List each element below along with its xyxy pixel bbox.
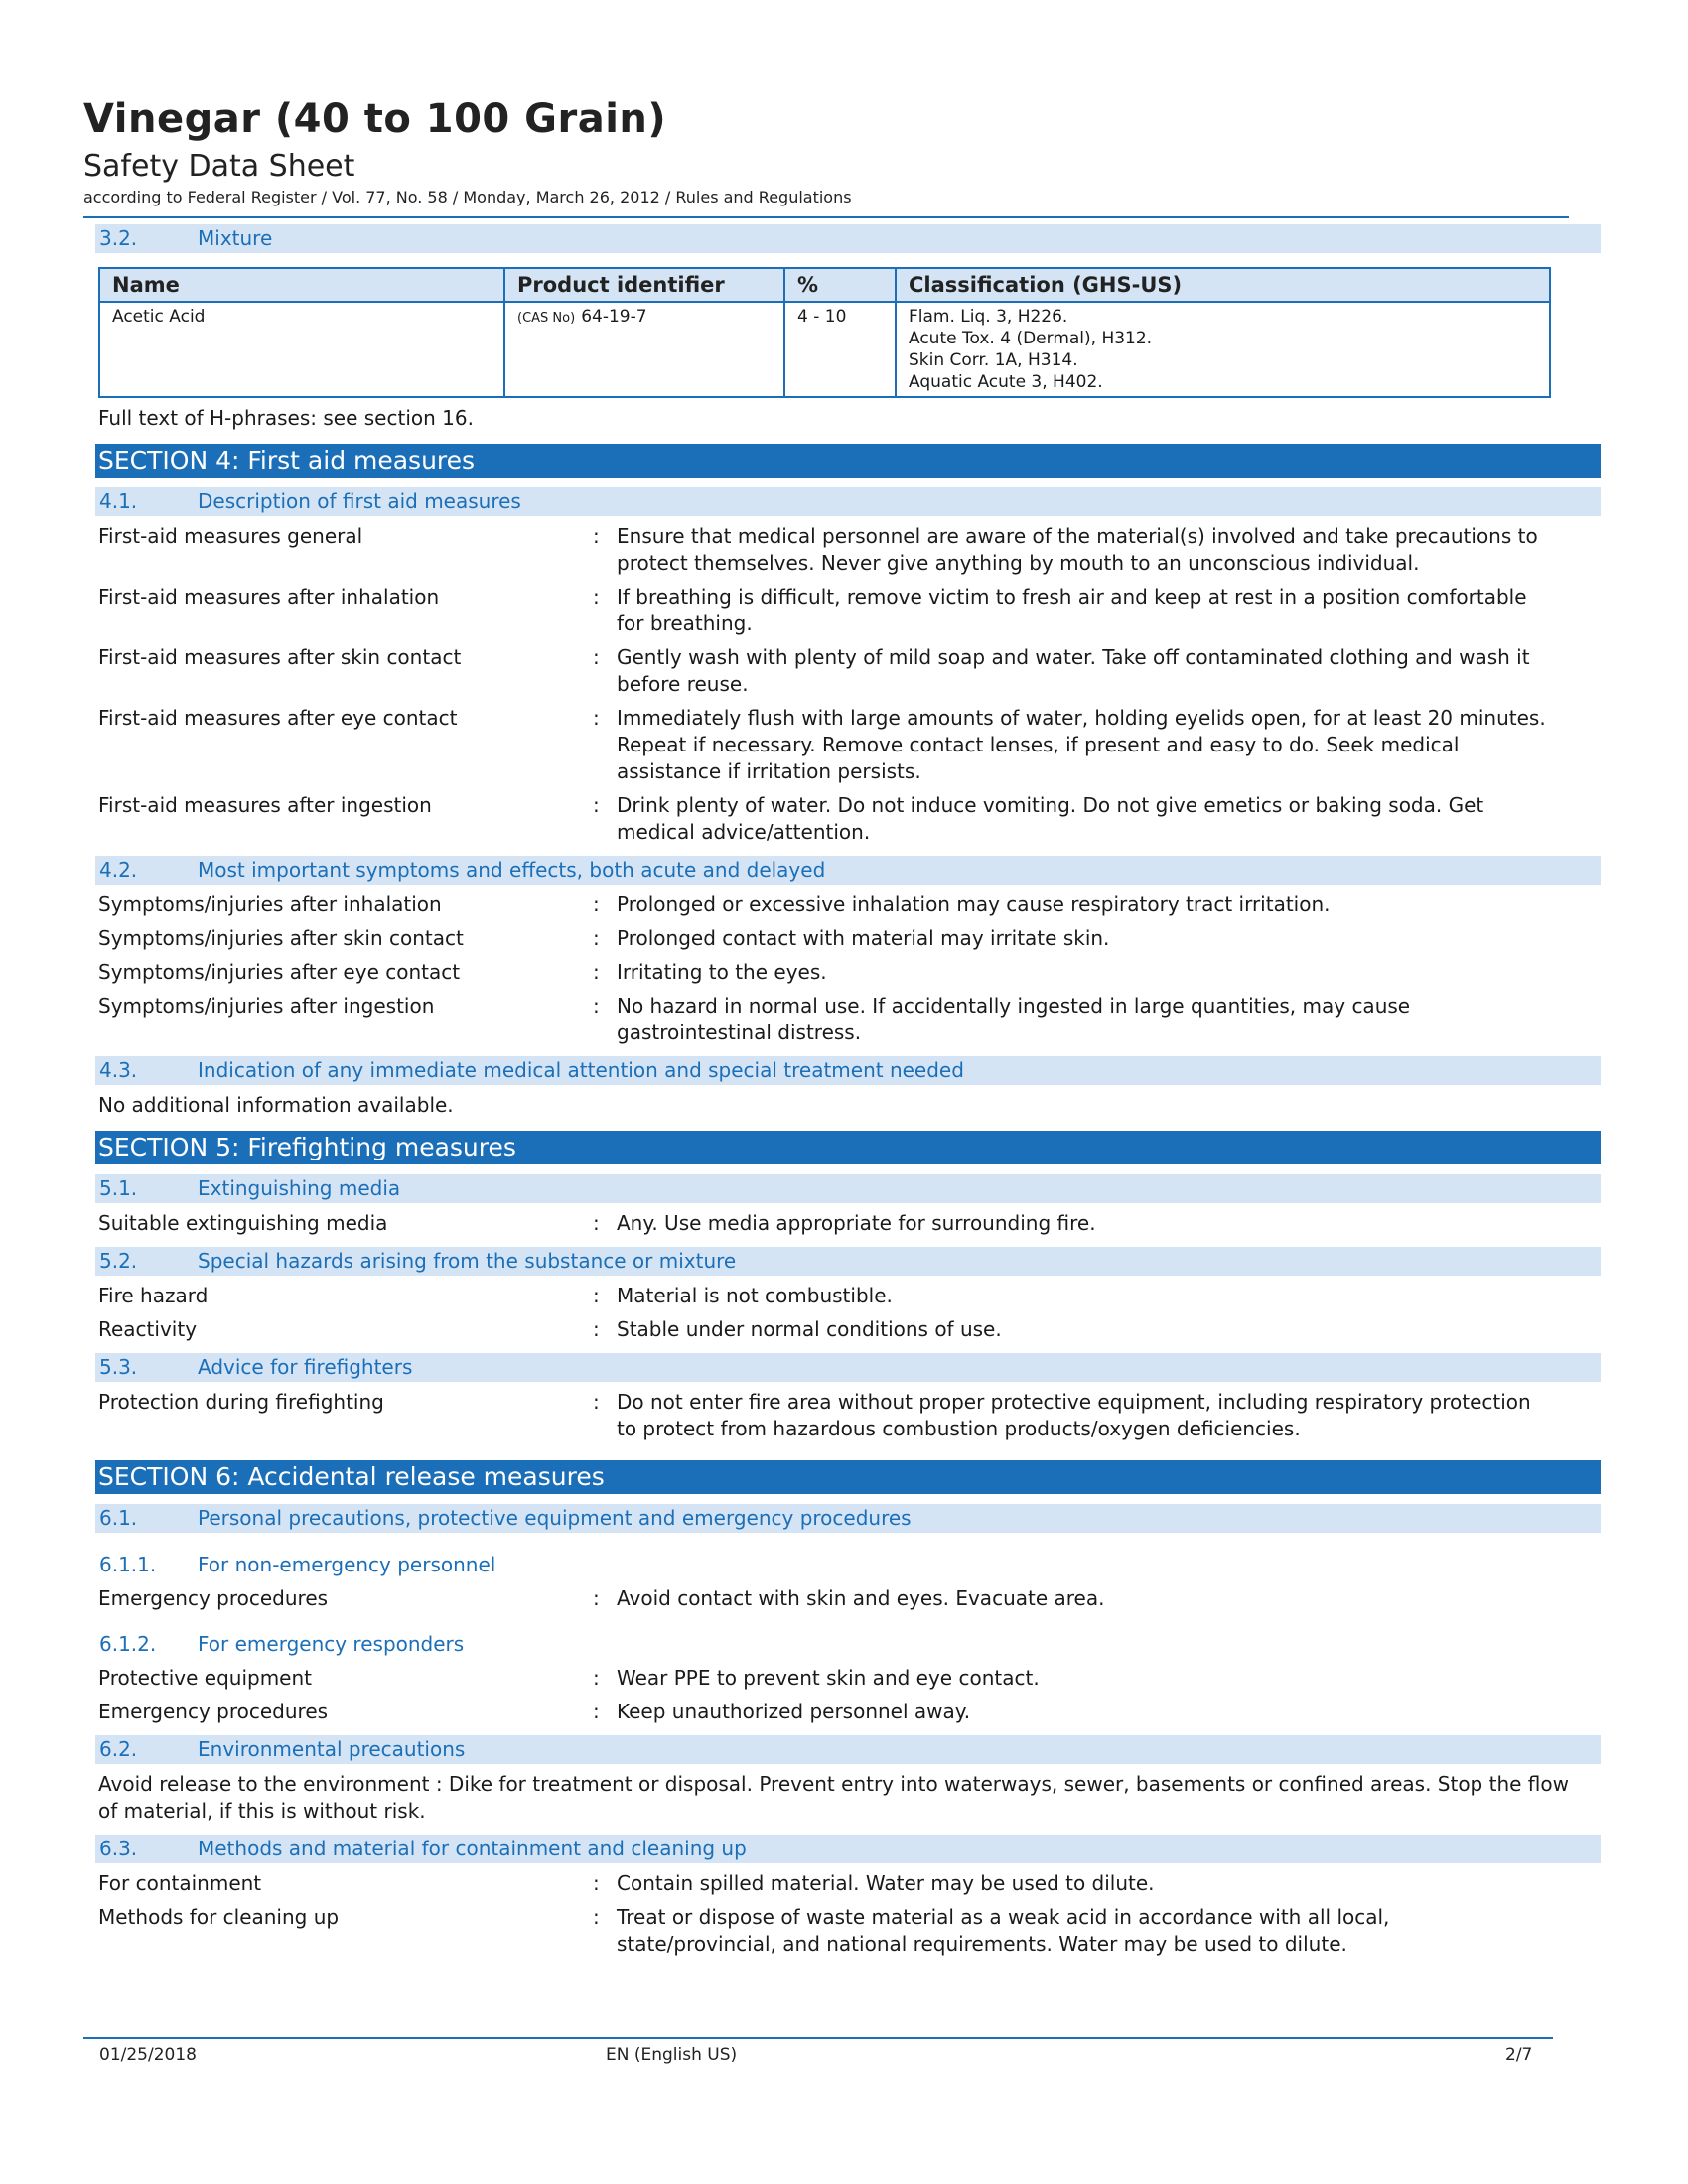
field-row [95,1389,1601,1442]
subsection-4-1-header [95,487,1601,516]
field-value: Material is not combustible. [617,1284,893,1307]
field-label: Reactivity [98,1317,198,1341]
document-subtitle: Safety Data Sheet [83,149,355,184]
subsection-number: 6.1. [99,1506,138,1530]
table-header-row [99,268,1550,302]
footer-language: EN (English US) [606,2045,738,2065]
field-value: Drink plenty of water. Do not induce vomiting. Do not give emetics or baking soda. Get medical advice/attention. [617,793,1484,844]
cas-prefix: (CAS No) [517,311,576,326]
field-row [95,1665,1601,1692]
field-row [95,1904,1601,1958]
field-label: Methods for cleaning up [98,1905,340,1929]
field-colon: : [593,645,600,669]
field-label: Fire hazard [98,1284,209,1307]
subsection-number: 4.2. [99,858,138,882]
section-5-header: SECTION 5: Firefighting measures [95,1131,1601,1164]
field-colon: : [593,585,600,609]
field-value: Any. Use media appropriate for surrounding fire. [617,1211,1096,1235]
field-label: Symptoms/injuries after ingestion [98,994,435,1018]
field-label: First-aid measures after skin contact [98,645,462,669]
subsection-4-2-header [95,856,1601,885]
regulation-reference: according to Federal Register / Vol. 77, No. 58 / Monday, March 26, 2012 / Rules and Regulations [83,188,852,206]
field-label: Protection during firefighting [98,1390,384,1414]
field-value: Irritating to the eyes. [617,960,827,984]
field-row [95,1316,1601,1343]
field-row [95,1210,1601,1237]
field-label: Symptoms/injuries after eye contact [98,960,461,984]
field-colon: : [593,994,600,1018]
field-value: If breathing is difficult, remove victim to fresh air and keep at rest in a position comfortable for breathing. [617,585,1527,635]
subsection-6-3-header [95,1835,1601,1863]
subsection-title: Indication of any immediate medical attention and special treatment needed [198,1058,964,1082]
field-value: No hazard in normal use. If accidentally ingested in large quantities, may cause gastrointestinal distress. [617,994,1411,1044]
section-6-header: SECTION 6: Accidental release measures [95,1460,1601,1494]
field-row [95,959,1601,986]
field-row [95,792,1601,846]
field-label: Protective equipment [98,1666,312,1690]
classification-line: Acute Tox. 4 (Dermal), H312. [909,329,1153,348]
document-title: Vinegar (40 to 100 Grain) [83,96,667,142]
subsection-number: 6.2. [99,1737,138,1761]
field-row [95,891,1601,918]
footer-divider [83,2037,1553,2039]
field-value: Keep unauthorized personnel away. [617,1700,971,1723]
field-value: Do not enter fire area without proper protective equipment, including respiratory protection to protect from hazardous combustion products/oxygen deficiencies. [617,1390,1531,1440]
field-row [95,1283,1601,1309]
field-value: Ensure that medical personnel are aware of the material(s) involved and take precautions to protect themselves. Never give anything by mouth to an unconscious individual. [617,524,1538,575]
field-value: Treat or dispose of waste material as a weak acid in accordance with all local, state/provincial, and national requirements. Water may be used to dilute. [617,1905,1390,1956]
subsection-title: For non-emergency personnel [198,1553,496,1576]
field-colon: : [593,926,600,950]
field-colon: : [593,1317,600,1341]
field-value: Avoid contact with skin and eyes. Evacuate area. [617,1586,1105,1610]
field-colon: : [593,1284,600,1307]
subsection-title: Mixture [198,226,273,250]
classification-line: Skin Corr. 1A, H314. [909,350,1078,370]
field-colon: : [593,524,600,548]
subsection-title: Environmental precautions [198,1737,466,1761]
subsection-number: 3.2. [99,226,138,250]
subsection-title: Methods and material for containment and cleaning up [198,1837,747,1860]
field-colon: : [593,960,600,984]
field-colon: : [593,1211,600,1235]
field-colon: : [593,793,600,817]
field-colon: : [593,1390,600,1414]
field-colon: : [593,1666,600,1690]
field-value: Immediately flush with large amounts of water, holding eyelids open, for at least 20 minutes. Repeat if necessary. Remove contact lenses, if present and easy to do. Seek medical assistance if irritation persists. [617,706,1546,783]
cas-number: 64-19-7 [581,307,647,327]
field-row [95,523,1601,577]
cell-substance-name: Acetic Acid [99,302,504,397]
field-colon: : [593,1700,600,1723]
subsection-6-1-2-header [95,1630,1601,1658]
subsection-title: Advice for firefighters [198,1355,413,1379]
table-row [99,302,1550,397]
subsection-number: 6.1.2. [99,1632,157,1656]
field-row [95,925,1601,952]
mixture-table [98,267,1551,398]
subsection-title: Description of first aid measures [198,489,521,513]
field-label: Emergency procedures [98,1700,329,1723]
field-row [95,705,1601,785]
field-row [95,1585,1601,1612]
field-label: Suitable extinguishing media [98,1211,388,1235]
field-label: First-aid measures after eye contact [98,706,458,730]
column-header-percent: % [784,268,896,302]
subsection-number: 6.1.1. [99,1553,157,1576]
subsection-5-2-header [95,1247,1601,1276]
cell-classification [896,302,1550,397]
subsection-number: 6.3. [99,1837,138,1860]
subsection-number: 5.1. [99,1176,138,1200]
subsection-title: Personal precautions, protective equipment and emergency procedures [198,1506,912,1530]
subsection-number: 5.2. [99,1249,138,1273]
field-colon: : [593,1586,600,1610]
field-colon: : [593,892,600,916]
section-4-header: SECTION 4: First aid measures [95,444,1601,478]
column-header-classification: Classification (GHS-US) [896,268,1550,302]
field-row [95,584,1601,637]
field-value: Stable under normal conditions of use. [617,1317,1002,1341]
field-label: First-aid measures after inhalation [98,585,440,609]
header-divider [83,216,1569,218]
subsection-title: Most important symptoms and effects, both acute and delayed [198,858,826,882]
field-label: Symptoms/injuries after inhalation [98,892,442,916]
paragraph-text: Avoid release to the environment : Dike for treatment or disposal. Prevent entry into waterways, sewer, basements or confined areas. Stop the flow of material, if this is without risk. [98,1772,1569,1823]
subsection-5-1-header [95,1174,1601,1203]
field-row [95,1699,1601,1725]
field-value: Wear PPE to prevent skin and eye contact. [617,1666,1040,1690]
document-body [95,222,1601,1958]
column-header-name: Name [99,268,504,302]
subsection-number: 4.3. [99,1058,138,1082]
subsection-number: 4.1. [99,489,138,513]
subsection-6-1-1-header [95,1551,1601,1578]
subsection-3-2-header [95,224,1601,253]
subsection-6-1-header [95,1504,1601,1533]
field-colon: : [593,1871,600,1895]
field-label: Emergency procedures [98,1586,329,1610]
field-value: Contain spilled material. Water may be used to dilute. [617,1871,1155,1895]
h-phrases-note: Full text of H-phrases: see section 16. [98,406,474,430]
subsection-title: For emergency responders [198,1632,465,1656]
field-value: Gently wash with plenty of mild soap and water. Take off contaminated clothing and wash it before reuse. [617,645,1530,696]
field-row [95,644,1601,698]
field-label: First-aid measures after ingestion [98,793,432,817]
subsection-title: Special hazards arising from the substance or mixture [198,1249,737,1273]
subsection-6-2-header [95,1735,1601,1764]
field-label: Symptoms/injuries after skin contact [98,926,464,950]
cell-percent: 4 - 10 [784,302,896,397]
field-value: Prolonged or excessive inhalation may cause respiratory tract irritation. [617,892,1331,916]
footer-page-number: 2/7 [1505,2045,1533,2065]
field-value: Prolonged contact with material may irritate skin. [617,926,1110,950]
field-row [95,1870,1601,1897]
subsection-number: 5.3. [99,1355,138,1379]
cell-product-identifier [504,302,784,397]
subsection-title: Extinguishing media [198,1176,401,1200]
subsection-4-3-header [95,1056,1601,1085]
footer-date: 01/25/2018 [99,2045,197,2065]
field-colon: : [593,1905,600,1929]
column-header-product-identifier: Product identifier [504,268,784,302]
field-colon: : [593,706,600,730]
subsection-5-3-header [95,1353,1601,1382]
classification-line: Flam. Liq. 3, H226. [909,307,1068,327]
field-label: First-aid measures general [98,524,363,548]
field-row [95,993,1601,1046]
paragraph-text: No additional information available. [98,1093,454,1117]
field-label: For containment [98,1871,262,1895]
classification-line: Aquatic Acute 3, H402. [909,372,1103,392]
